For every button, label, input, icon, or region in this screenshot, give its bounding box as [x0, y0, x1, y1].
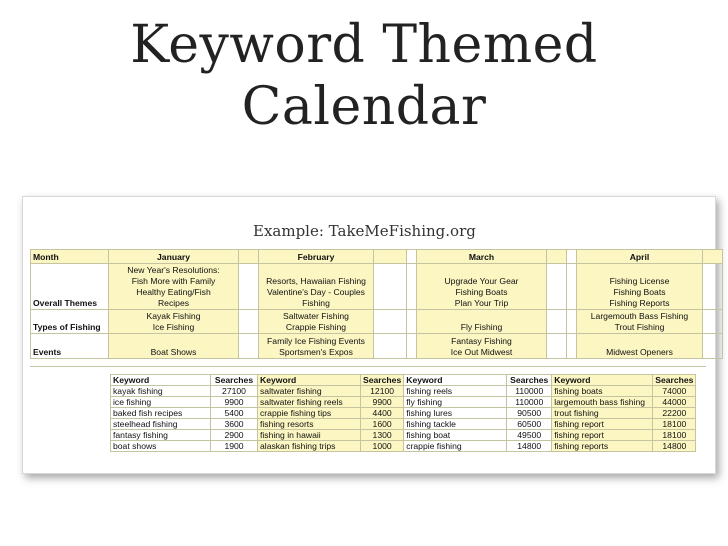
- month-march: March: [417, 250, 547, 264]
- themes-february: Resorts, Hawaiian Fishing Valentine's Day - Couples Fishing: [259, 264, 374, 310]
- themes-april: Fishing License Fishing Boats Fishing Reports: [577, 264, 703, 310]
- title-line-2: Calendar: [241, 77, 487, 137]
- events-april: Midwest Openers: [577, 334, 703, 359]
- calendar-grid: [30, 249, 723, 359]
- table-row: steelhead fishing 3600 fishing resorts 1600 fishing tackle 60500 fishing report 18100: [111, 419, 696, 430]
- month-january: January: [109, 250, 239, 264]
- themes-january: New Year's Resolutions: Fish More with Family Healthy Eating/Fish Recipes: [109, 264, 239, 310]
- types-label: Types of Fishing: [31, 310, 109, 334]
- events-february: Family Ice Fishing Events Sportsmen's Expos: [259, 334, 374, 359]
- keyword-header-row: Keyword Searches Keyword Searches Keyword Searches Keyword Searches: [111, 375, 696, 386]
- types-january: Kayak Fishing Ice Fishing: [109, 310, 239, 334]
- slide-title: [0, 14, 728, 138]
- month-april: April: [577, 250, 703, 264]
- types-march: Fly Fishing: [417, 310, 547, 334]
- table-row: baked fish recipes 5400 crappie fishing tips 4400 fishing lures 90500 trout fishing 22200: [111, 408, 696, 419]
- events-march: Fantasy Fishing Ice Out Midwest: [417, 334, 547, 359]
- table-row: boat shows 1900 alaskan fishing trips 1000 crappie fishing 14800 fishing reports 14800: [111, 441, 696, 452]
- types-april: Largemouth Bass Fishing Trout Fishing: [577, 310, 703, 334]
- example-caption: Example: TakeMeFishing.org: [253, 222, 476, 240]
- events-label: Events: [31, 334, 109, 359]
- month-row: [31, 250, 723, 264]
- events-row: [31, 334, 723, 359]
- month-label: Month: [31, 250, 109, 264]
- themes-label: Overall Themes: [31, 264, 109, 310]
- table-row: ice fishing 9900 saltwater fishing reels 9900 fly fishing 110000 largemouth bass fishing 44000: [111, 397, 696, 408]
- themes-row: [31, 264, 723, 310]
- table-row: kayak fishing 27100 saltwater fishing 12100 fishing reels 110000 fishing boats 74000: [111, 386, 696, 397]
- themes-march: Upgrade Your Gear Fishing Boats Plan Your Trip: [417, 264, 547, 310]
- month-february: February: [259, 250, 374, 264]
- types-february: Saltwater Fishing Crappie Fishing: [259, 310, 374, 334]
- types-row: [31, 310, 723, 334]
- title-line-1: Keyword Themed: [130, 15, 598, 75]
- events-january: Boat Shows: [109, 334, 239, 359]
- table-row: fantasy fishing 2900 fishing in hawaii 1300 fishing boat 49500 fishing report 18100: [111, 430, 696, 441]
- keyword-table: [110, 374, 696, 452]
